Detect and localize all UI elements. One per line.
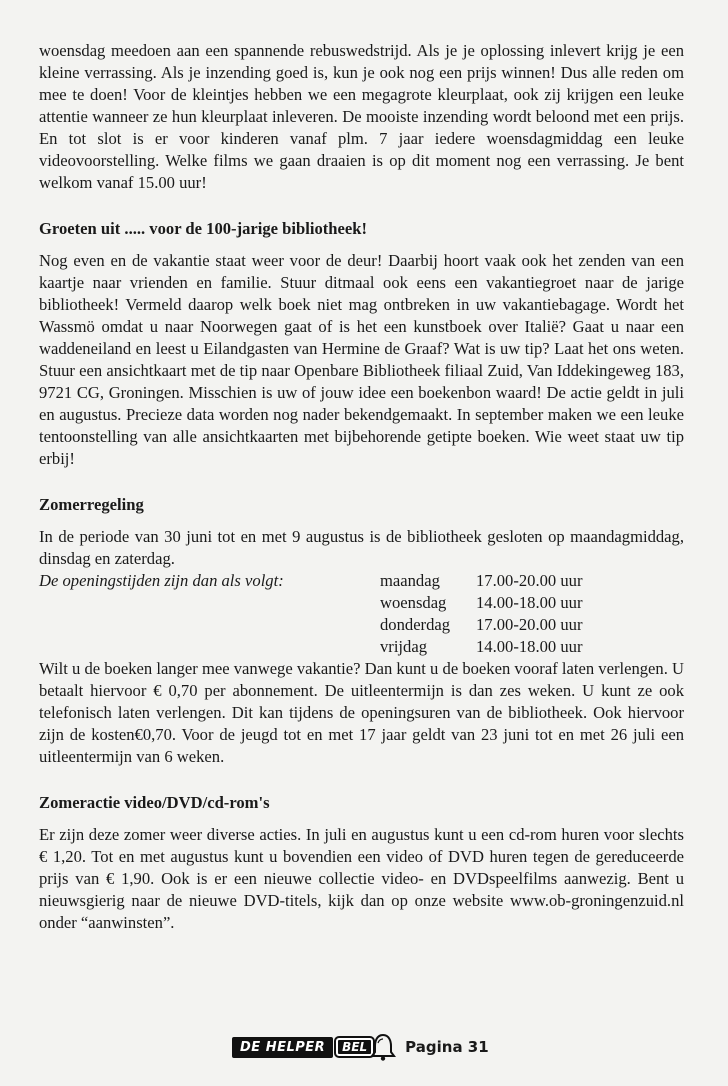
- page-footer: [232, 1032, 489, 1062]
- hours-row: [380, 614, 582, 636]
- hours-day: maandag: [380, 571, 440, 590]
- zomeractie-paragraph: Er zijn deze zomer weer diverse acties. In juli en augustus kunt u een cd-rom huren voor slechts € 1,20. Tot en met augustus kunt u bovendien een video of DVD huren tegen de gereduceerde prijs van € 1,90. Ook is er een nieuwe collectie video- en DVDspeelfilms aanwezig. Bent u nieuwsgierig naar de nieuwe DVD-titels, kijk dan op onze website www.ob-groningenzuid.nl onder “aanwinsten”.: [39, 825, 684, 932]
- opening-hours: [39, 570, 684, 658]
- opening-hours-table: [380, 570, 582, 658]
- intro-paragraph: woensdag meedoen aan een spannende rebuswedstrijd. Als je je oplossing inlevert krijg je een kleine verrassing. Als je inzending goed is, kun je ook nog een prijs winnen! Dus alle reden om mee te doen! Voor de kleintjes hebben we een megagrote kleurplaat, ook zij krijgen een leuke attentie wanneer ze hun kleurplaat inleveren. De mooiste inzending wordt beloond met een prijs. En tot slot is er voor kinderen vanaf plm. 7 jaar iedere woensdagmiddag een leuke videovoorstelling. Welke films we gaan draaien is op dit moment nog een verrassing. Je bent welkom vanaf 15.00 uur!: [39, 41, 684, 192]
- zomerregeling-heading: Zomerregeling: [39, 495, 144, 514]
- hours-time: 14.00-18.00 uur: [476, 593, 583, 612]
- zomeractie-heading: Zomeractie video/DVD/cd-rom's: [39, 793, 270, 812]
- logo-text: DE HELPER: [232, 1037, 333, 1058]
- hours-time: 17.00-20.00 uur: [476, 615, 583, 634]
- hours-day: donderdag: [380, 615, 451, 634]
- logo-bel-text: BEL: [336, 1038, 373, 1056]
- hours-row: [380, 592, 582, 614]
- hours-row: [380, 636, 582, 658]
- opening-hours-intro: De openingstijden zijn dan als volgt:: [39, 571, 284, 590]
- zomerregeling-paragraph-2: Wilt u de boeken langer mee vanwege vakantie? Dan kunt u de boeken vooraf laten verlengen. U betaalt hiervoor € 0,70 per abonnement. De uitleentermijn is dan zes weken. U kunt ze ook telefonisch laten verlengen. Dit kan tijdens de openingsuren van de bibliotheek. Ook hiervoor zijn de kosten€0,70. Voor de jeugd tot en met 17 jaar geldt van 23 juni tot en met 26 juli een uitleentermijn van 6 weken.: [39, 659, 684, 766]
- hours-time: 17.00-20.00 uur: [476, 571, 583, 590]
- zomerregeling-paragraph-1: In de periode van 30 juni tot en met 9 augustus is de bibliotheek gesloten op maandagmiddag, dinsdag en zaterdag.: [39, 527, 684, 568]
- helper-bel-logo: [232, 1032, 397, 1062]
- hours-time: 14.00-18.00 uur: [476, 637, 583, 656]
- hours-day: woensdag: [380, 593, 447, 612]
- hours-row: [380, 570, 582, 592]
- document-page: [39, 40, 684, 934]
- page-number: Pagina 31: [405, 1038, 489, 1056]
- groeten-paragraph: Nog even en de vakantie staat weer voor de deur! Daarbij hoort vaak ook het zenden van een kaartje naar vrienden en familie. Stuur ditmaal ook eens een vakantiegroet naar de jarige bibliotheek! Vermeld daarop welk boek niet mag ontbreken in uw vakantiebagage. Wordt het Wassmö omdat u naar Noorwegen gaat of is het een kunstboek over Italië? Gaat u naar een waddeneiland en leest u Eilandgasten van Hermine de Graaf? Wat is uw tip? Laat het ons weten. Stuur een ansichtkaart met de tip naar Openbare Bibliotheek filiaal Zuid, Van Iddekingeweg 183, 9721 CG, Groningen. Misschien is uw of jouw idee een boekenbon waard! De actie geldt in juli en augustus. Precieze data worden nog nader bekendgemaakt. In september maken we een leuke tentoonstelling van alle ansichtkaarten met bijbehorende getipte boeken. Wie weet staat uw tip erbij!: [39, 251, 684, 468]
- hours-day: vrijdag: [380, 637, 428, 656]
- groeten-heading: Groeten uit ..... voor de 100-jarige bibliotheek!: [39, 219, 368, 238]
- bell-icon: [369, 1032, 397, 1062]
